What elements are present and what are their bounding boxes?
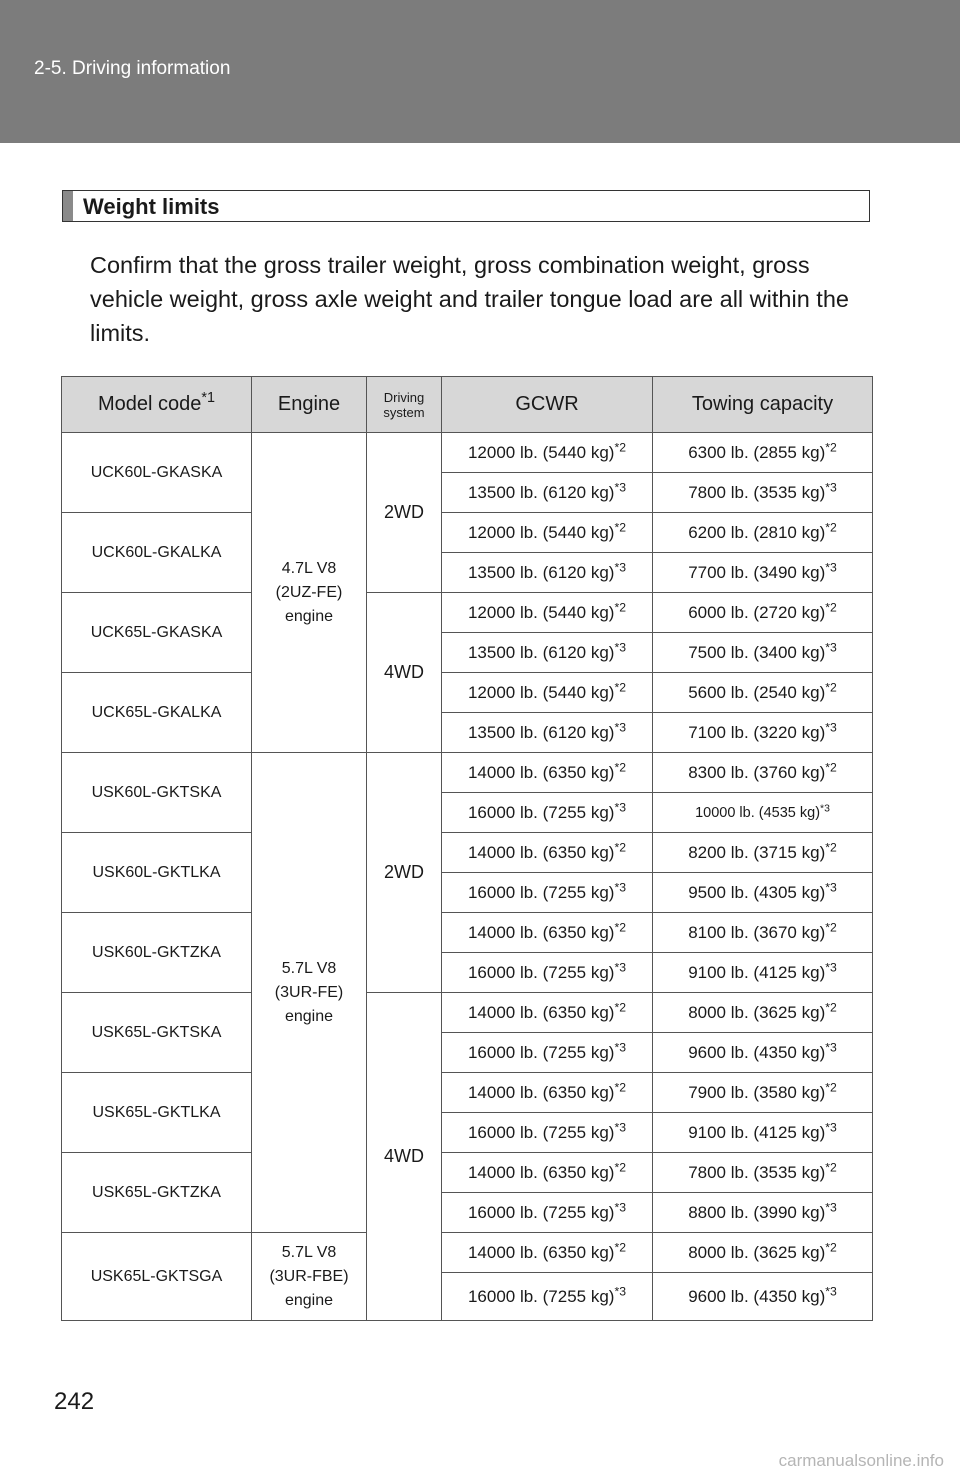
towing-capacity-value: 8100 lb. (3670 kg) [688, 922, 826, 942]
footnote-marker: *2 [614, 1239, 627, 1254]
gcwr-value: 12000 lb. (5440 kg) [467, 442, 615, 462]
footnote-marker: *3 [825, 479, 837, 494]
gcwr-value: 16000 lb. (7255 kg) [467, 1202, 615, 1222]
footnote-marker: *3 [825, 959, 837, 974]
engine-line: engine [284, 1007, 334, 1025]
footnote-marker: *1 [201, 390, 215, 407]
intro-paragraph: Confirm that the gross trailer weight, gross combination weight, gross vehicle weight, gross axle weight and trailer tongue load are all within the limits. [90, 252, 849, 346]
gcwr-value: 13500 lb. (6120 kg) [467, 562, 615, 582]
engine-line: engine [284, 1291, 334, 1309]
footnote-marker: *3 [614, 1119, 627, 1134]
towing-capacity-cell [653, 433, 873, 473]
towing-capacity-cell [653, 1073, 873, 1113]
header-engine: Engine [252, 377, 367, 433]
towing-capacity-value: 9600 lb. (4350 kg) [688, 1042, 826, 1062]
gcwr-value: 13500 lb. (6120 kg) [467, 482, 615, 502]
gcwr-cell [442, 513, 653, 553]
towing-capacity-cell [653, 873, 873, 913]
towing-capacity-cell [653, 513, 873, 553]
table-row [62, 993, 873, 1033]
towing-capacity-value: 6000 lb. (2720 kg) [688, 602, 826, 622]
gcwr-value: 12000 lb. (5440 kg) [467, 602, 615, 622]
header-model-code-label: Model code [97, 393, 202, 415]
footnote-marker: *2 [614, 519, 627, 534]
towing-capacity-value: 6200 lb. (2810 kg) [688, 522, 826, 542]
footnote-marker: *2 [614, 1079, 627, 1094]
gcwr-value: 16000 lb. (7255 kg) [467, 1286, 615, 1306]
footnote-marker: *2 [825, 439, 837, 454]
engine-line: engine [284, 607, 334, 625]
footnote-marker: *2 [614, 679, 627, 694]
engine-line: 5.7L V8 [281, 959, 337, 977]
gcwr-value: 14000 lb. (6350 kg) [467, 922, 615, 942]
gcwr-cell [442, 473, 653, 513]
engine-cell [252, 1233, 367, 1321]
footnote-marker: *3 [614, 719, 627, 734]
weight-limits-table [61, 376, 873, 1321]
gcwr-cell [442, 753, 653, 793]
gcwr-cell [442, 593, 653, 633]
gcwr-cell [442, 433, 653, 473]
model-code-cell: USK65L-GKTLKA [62, 1073, 252, 1153]
header-gcwr: GCWR [442, 377, 653, 433]
towing-capacity-cell [653, 713, 873, 753]
footnote-marker: *2 [825, 759, 837, 774]
gcwr-cell [442, 713, 653, 753]
model-code-cell: UCK65L-GKALKA [62, 673, 252, 753]
engine-line: (3UR-FE) [274, 983, 344, 1001]
section-title: Weight limits [83, 194, 220, 219]
model-code-cell: UCK60L-GKALKA [62, 513, 252, 593]
gcwr-value: 14000 lb. (6350 kg) [467, 1162, 615, 1182]
towing-capacity-cell [653, 833, 873, 873]
footnote-marker: *3 [614, 959, 627, 974]
table-row [62, 913, 873, 953]
gcwr-cell [442, 953, 653, 993]
gcwr-cell [442, 1073, 653, 1113]
driving-system-cell: 4WD [367, 993, 442, 1321]
footnote-marker: *2 [825, 679, 837, 694]
gcwr-cell [442, 1153, 653, 1193]
table-header-row [62, 377, 873, 433]
gcwr-cell [442, 873, 653, 913]
towing-capacity-value: 8200 lb. (3715 kg) [688, 842, 826, 862]
towing-capacity-cell [653, 793, 873, 833]
model-code-cell: USK60L-GKTSKA [62, 753, 252, 833]
gcwr-value: 16000 lb. (7255 kg) [467, 962, 615, 982]
towing-capacity-value: 8800 lb. (3990 kg) [688, 1202, 826, 1222]
towing-capacity-cell [653, 593, 873, 633]
gcwr-value: 16000 lb. (7255 kg) [467, 1042, 615, 1062]
section-accent [63, 191, 73, 221]
footnote-marker: *3 [825, 1199, 837, 1214]
footnote-marker: *3 [825, 1283, 837, 1298]
engine-cell [252, 753, 367, 1233]
gcwr-cell [442, 633, 653, 673]
footnote-marker: *2 [614, 839, 627, 854]
towing-capacity-cell [653, 753, 873, 793]
towing-capacity-value: 9100 lb. (4125 kg) [688, 1122, 826, 1142]
towing-capacity-value: 7800 lb. (3535 kg) [688, 1162, 826, 1182]
gcwr-value: 12000 lb. (5440 kg) [467, 682, 615, 702]
engine-line: (3UR-FBE) [269, 1267, 349, 1285]
footnote-marker: *3 [614, 559, 627, 574]
towing-capacity-value: 7100 lb. (3220 kg) [688, 722, 826, 742]
towing-capacity-cell [653, 633, 873, 673]
table-row [62, 513, 873, 553]
towing-capacity-value: 7900 lb. (3580 kg) [688, 1082, 826, 1102]
towing-capacity-cell [653, 1153, 873, 1193]
table-row [62, 753, 873, 793]
towing-capacity-cell [653, 1113, 873, 1153]
table-row [62, 833, 873, 873]
footnote-marker: *2 [825, 999, 837, 1014]
footnote-marker: *3 [825, 639, 837, 654]
gcwr-cell [442, 833, 653, 873]
gcwr-value: 14000 lb. (6350 kg) [467, 1082, 615, 1102]
gcwr-cell [442, 1113, 653, 1153]
gcwr-cell [442, 913, 653, 953]
footnote-marker: *2 [825, 519, 837, 534]
footnote-marker: *2 [614, 1159, 627, 1174]
gcwr-cell [442, 793, 653, 833]
gcwr-value: 13500 lb. (6120 kg) [467, 722, 615, 742]
footnote-marker: *3 [825, 559, 837, 574]
gcwr-cell [442, 1233, 653, 1273]
gcwr-value: 14000 lb. (6350 kg) [467, 762, 615, 782]
gcwr-value: 14000 lb. (6350 kg) [467, 842, 615, 862]
towing-capacity-cell [653, 993, 873, 1033]
page-number: 242 [54, 1388, 95, 1415]
header-driving-system-label: Driving system [383, 389, 425, 420]
towing-capacity-value: 6300 lb. (2855 kg) [688, 442, 826, 462]
towing-capacity-value: 9500 lb. (4305 kg) [688, 882, 826, 902]
footnote-marker: *2 [614, 439, 627, 454]
gcwr-value: 14000 lb. (6350 kg) [467, 1242, 615, 1262]
footnote-marker: *3 [825, 879, 837, 894]
towing-capacity-value: 8000 lb. (3625 kg) [688, 1002, 826, 1022]
footnote-marker: *2 [825, 1239, 837, 1254]
footnote-marker: *3 [825, 1119, 837, 1134]
towing-capacity-value: 8000 lb. (3625 kg) [688, 1242, 826, 1262]
towing-capacity-value: 9100 lb. (4125 kg) [688, 962, 826, 982]
towing-capacity-value: 7800 lb. (3535 kg) [688, 482, 826, 502]
watermark: carmanualsonline.info [778, 1451, 944, 1470]
driving-system-cell: 2WD [367, 753, 442, 993]
header-driving-system [367, 377, 442, 433]
towing-capacity-cell [653, 1033, 873, 1073]
driving-system-cell: 4WD [367, 593, 442, 753]
engine-line: 4.7L V8 [281, 559, 337, 577]
engine-line: 5.7L V8 [281, 1243, 337, 1261]
footnote-marker: *3 [614, 879, 627, 894]
breadcrumb: 2-5. Driving information [34, 58, 231, 79]
gcwr-cell [442, 553, 653, 593]
footnote-marker: *2 [825, 1159, 837, 1174]
model-code-cell: UCK60L-GKASKA [62, 433, 252, 513]
table-row [62, 1153, 873, 1193]
footnote-marker: *2 [825, 1079, 837, 1094]
engine-line: (2UZ-FE) [275, 583, 343, 601]
footnote-marker: *3 [614, 799, 627, 814]
towing-capacity-cell [653, 1273, 873, 1321]
table-row [62, 673, 873, 713]
towing-capacity-value: 5600 lb. (2540 kg) [688, 682, 826, 702]
towing-capacity-value: 7700 lb. (3490 kg) [688, 562, 826, 582]
towing-capacity-cell [653, 473, 873, 513]
footnote-marker: *3 [614, 479, 627, 494]
footnote-marker: *2 [825, 919, 837, 934]
towing-capacity-value: 10000 lb. (4535 kg) [695, 804, 821, 821]
towing-capacity-value: 8300 lb. (3760 kg) [688, 762, 826, 782]
towing-capacity-cell [653, 673, 873, 713]
towing-capacity-cell [653, 953, 873, 993]
model-code-cell: UCK65L-GKASKA [62, 593, 252, 673]
table-row [62, 1233, 873, 1273]
header-band [0, 0, 960, 143]
header-model-code [62, 377, 252, 433]
gcwr-cell [442, 1033, 653, 1073]
header-towing-capacity: Towing capacity [653, 377, 873, 433]
towing-capacity-value: 7500 lb. (3400 kg) [688, 642, 826, 662]
gcwr-cell [442, 993, 653, 1033]
model-code-cell: USK65L-GKTZKA [62, 1153, 252, 1233]
gcwr-value: 16000 lb. (7255 kg) [467, 1122, 615, 1142]
towing-capacity-cell [653, 553, 873, 593]
model-code-cell: USK65L-GKTSKA [62, 993, 252, 1073]
towing-capacity-value: 9600 lb. (4350 kg) [688, 1286, 826, 1306]
model-code-cell: USK60L-GKTZKA [62, 913, 252, 993]
gcwr-cell [442, 1193, 653, 1233]
footnote-marker: *2 [614, 599, 627, 614]
footnote-marker: *2 [614, 999, 627, 1014]
driving-system-cell: 2WD [367, 433, 442, 593]
gcwr-cell [442, 1273, 653, 1321]
footnote-marker: *2 [825, 599, 837, 614]
towing-capacity-cell [653, 1193, 873, 1233]
footnote-marker: *2 [825, 839, 837, 854]
model-code-cell: USK65L-GKTSGA [62, 1233, 252, 1321]
table-row [62, 593, 873, 633]
gcwr-value: 14000 lb. (6350 kg) [467, 1002, 615, 1022]
gcwr-value: 16000 lb. (7255 kg) [467, 802, 615, 822]
towing-capacity-cell [653, 1233, 873, 1273]
footnote-marker: *3 [820, 802, 830, 814]
table-row [62, 1073, 873, 1113]
footnote-marker: *3 [614, 1283, 627, 1298]
footnote-marker: *3 [614, 1199, 627, 1214]
footnote-marker: *3 [825, 1039, 837, 1054]
gcwr-value: 13500 lb. (6120 kg) [467, 642, 615, 662]
gcwr-value: 12000 lb. (5440 kg) [467, 522, 615, 542]
model-code-cell: USK60L-GKTLKA [62, 833, 252, 913]
section-heading [62, 190, 870, 222]
towing-capacity-cell [653, 913, 873, 953]
footnote-marker: *3 [614, 639, 627, 654]
footnote-marker: *2 [614, 919, 627, 934]
gcwr-cell [442, 673, 653, 713]
footnote-marker: *3 [614, 1039, 627, 1054]
gcwr-value: 16000 lb. (7255 kg) [467, 882, 615, 902]
footnote-marker: *2 [614, 759, 627, 774]
engine-cell [252, 433, 367, 753]
table-row [62, 433, 873, 473]
footnote-marker: *3 [825, 719, 837, 734]
